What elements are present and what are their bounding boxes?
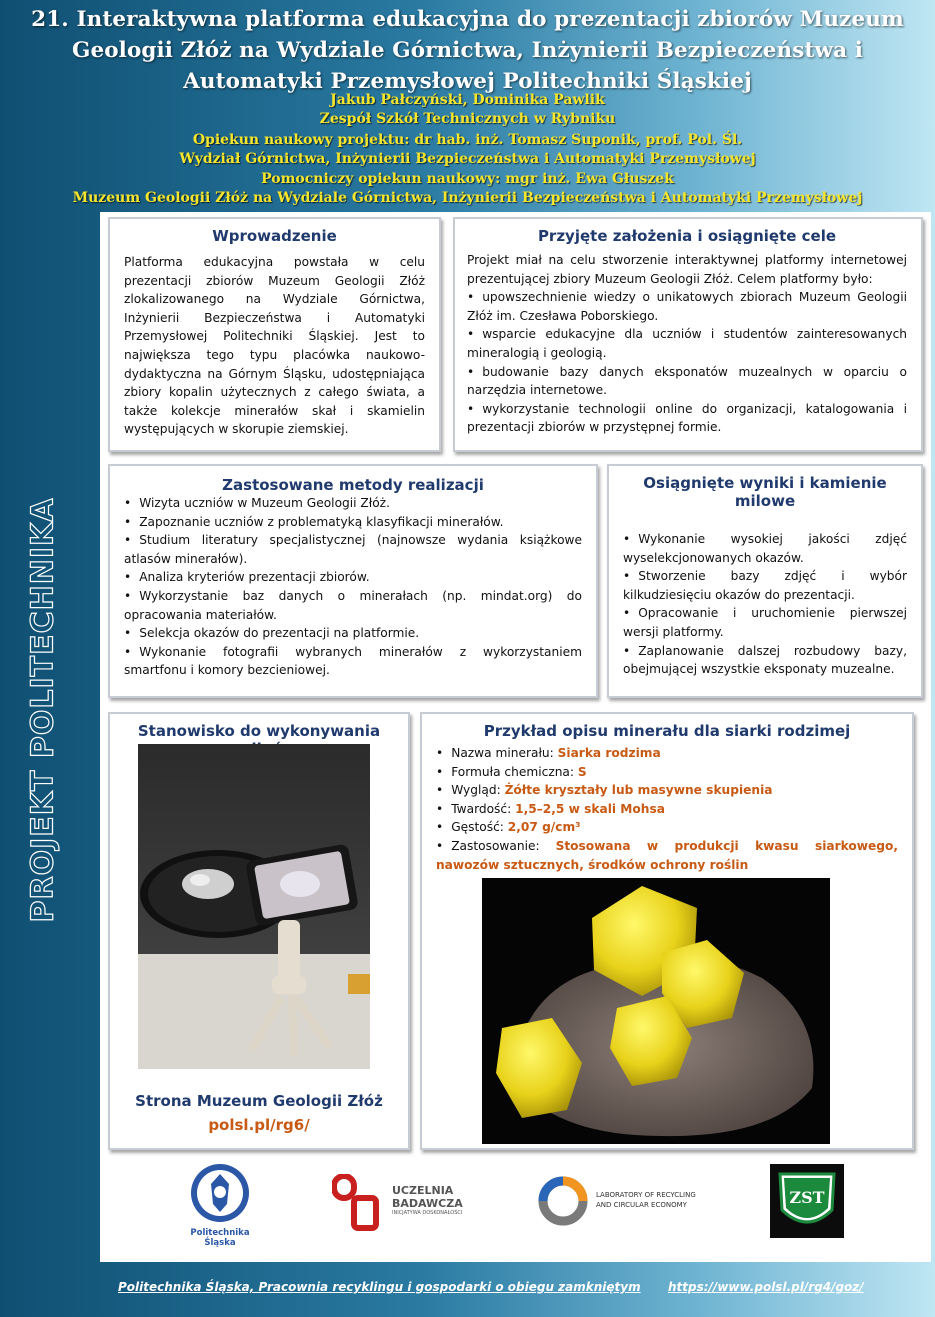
zst-logo-text: ZST — [789, 1188, 825, 1207]
poster-footer — [0, 1262, 935, 1317]
title-line-2: Geologii Złóż na Wydziale Górnictwa, Inżynierii Bezpieczeństwa i — [72, 38, 863, 63]
museum-site-label: Strona Muzeum Geologii Złóż — [135, 1092, 383, 1110]
polsl-emblem-icon — [185, 1162, 255, 1224]
example-list — [436, 744, 898, 874]
research-university-line-1: UCZELNIA — [392, 1184, 454, 1197]
list-item: • wykorzystanie technologii online do organizacji, katalogowania i prezentacji zbiorów w przystępnej formie. — [467, 401, 907, 435]
recycling-lab-line-2: AND CIRCULAR ECONOMY — [596, 1201, 687, 1209]
polsl-logo — [185, 1162, 255, 1248]
list-item: • Opracowanie i uruchomienie pierwszej wersji platformy. — [623, 606, 907, 639]
sulfur-illustration — [482, 878, 830, 1144]
list-item: • Zapoznanie uczniów z problematyką klasyfikacji minerałów. — [124, 514, 504, 529]
list-item: • Stworzenie bazy zdjęć i wybór kilkudziesięciu okazów do prezentacji. — [623, 569, 907, 602]
authors: Jakub Pałczyński, Dominika Pawlik — [330, 92, 605, 108]
list-item: • Studium literatury specjalistycznej (najnowsze wydania książkowe atlasów minerałów). — [124, 533, 582, 566]
station-heading: Stanowisko do wykonywania — [137, 722, 381, 740]
list-item: • Twardość: 1,5–2,5 w skali Mohsa — [436, 801, 665, 816]
sidebar-project-label — [18, 470, 68, 950]
list-item: • upowszechnienie wiedzy o unikatowych zbiorach Muzeum Geologii Złóż im. Czesława Poborskiego. — [467, 290, 907, 323]
list-item: • Wykonanie fotografii wybranych minerałów z wykorzystaniem smartfonu i komory bezcieniowej. — [124, 644, 582, 678]
intro-heading: Wprowadzenie — [212, 227, 337, 245]
list-item: • Wykonanie wysokiej jakości zdjęć wyselekcjonowanych okazów. — [623, 532, 907, 565]
methods-list — [124, 494, 582, 680]
list-item: • Selekcja okazów do prezentacji na platformie. — [124, 626, 420, 641]
list-item: • Wykorzystanie baz danych o minerałach (np. mindat.org) do opracowania materiałów. — [124, 588, 582, 622]
results-list — [623, 530, 907, 679]
school: Zespół Szkół Technicznych w Rybniku — [319, 111, 616, 127]
supervisor: Opiekun naukowy projektu: dr hab. inż. Tomasz Suponik, prof. Pol. Śl. — [192, 132, 743, 148]
goals-box — [453, 217, 923, 452]
goals-intro: Projekt miał na celu stworzenie interaktywnej platformy internetowej prezentującej zbiory Muzeum Geologii Złóż. Celem platformy było: — [467, 253, 907, 286]
title-line-1: 21. Interaktywna platforma edukacyjna do prezentacji zbiorów Muzeum — [31, 7, 904, 32]
list-item: • budowanie bazy danych eksponatów muzealnych w oparciu o narzędzia internetowe. — [467, 364, 907, 398]
recycling-lab-icon — [538, 1176, 588, 1226]
results-box — [607, 464, 923, 698]
results-heading: Osiągnięte wyniki i kamienie milowe — [643, 474, 887, 510]
content-area — [100, 212, 931, 1262]
list-item: • Formuła chemiczna: S — [436, 764, 587, 779]
research-university-logo — [332, 1174, 462, 1232]
museum-site-link[interactable]: polsl.pl/rg6/ — [208, 1116, 310, 1134]
title-line-3: Automatyki Przemysłowej Politechniki Śląskiej — [183, 69, 752, 94]
example-heading: Przykład opisu minerału dla siarki rodzimej — [483, 722, 851, 740]
photo-station-image — [138, 744, 370, 1069]
intro-text: Platforma edukacyjna powstała w celu prezentacji zbiorów Muzeum Geologii Złóż zlokalizowanego na Wydziale Górnictwa, Inżynierii Bezpieczeństwa i Automatyki Przemysłowej Politechniki Śląskiej. Jest to największa tego typu placówka naukowo-dydaktyczna na Górnym Śląsku, udostępniająca zbiory kopalin użytecznych z całego świata, a także kolekcje minerałów skał i skamielin występujących w skorupie ziemskiej. — [124, 255, 425, 437]
photo-station-illustration — [138, 744, 370, 1069]
footer-institution: Politechnika Śląska, Pracownia recyklingu i gospodarki o obiegu zamkniętym — [118, 1280, 641, 1294]
example-box — [420, 712, 914, 1150]
goals-list — [467, 288, 907, 437]
museum-name: Muzeum Geologii Złóż na Wydziale Górnictwa, Inżynierii Bezpieczeństwa i Automatyki Przemysłowej — [72, 190, 863, 206]
recycling-lab-logo — [538, 1176, 698, 1226]
footer-url[interactable]: https://www.polsl.pl/rg4/goz/ — [668, 1280, 864, 1294]
list-item: • Wizyta uczniów w Muzeum Geologii Złóż. — [124, 496, 390, 510]
poster-title — [10, 4, 925, 97]
goals-heading: Przyjęte założenia i osiągnięte cele — [537, 227, 837, 245]
list-item: • Nazwa minerału: Siarka rodzima — [436, 746, 661, 760]
sidebar-project-text: PROJEKT POLITECHNIKA — [25, 497, 61, 923]
list-item: • Wygląd: Żółte kryształy lub masywne skupienia — [436, 783, 773, 798]
recycling-lab-line-1: LABORATORY OF RECYCLING — [596, 1191, 696, 1199]
assistant-supervisor: Pomocniczy opiekun naukowy: mgr inż. Ewa Głuszek — [261, 171, 674, 187]
list-item: • Zastosowanie: Stosowana w produkcji kwasu siarkowego, nawozów sztucznych, środków ochrony roślin — [436, 838, 899, 872]
faculty: Wydział Górnictwa, Inżynierii Bezpieczeństwa i Automatyki Przemysłowej — [179, 151, 756, 167]
research-university-line-2: BADAWCZA — [392, 1197, 463, 1210]
list-item: • Analiza kryteriów prezentacji zbiorów. — [124, 570, 370, 585]
polsl-logo-text: Politechnika Śląska — [190, 1228, 250, 1248]
station-box — [108, 712, 410, 1150]
sulfur-image — [482, 878, 830, 1144]
methods-box — [108, 464, 598, 698]
research-university-line-3: INICJATYWA DOSKONAŁOŚCI — [392, 1210, 463, 1216]
research-university-text — [392, 1184, 463, 1217]
museum-site-block — [110, 1092, 408, 1134]
zst-logo — [770, 1164, 844, 1238]
research-university-icon — [332, 1174, 380, 1232]
methods-heading: Zastosowane metody realizacji — [222, 476, 484, 494]
list-item: • Gęstość: 2,07 g/cm³ — [436, 820, 581, 835]
list-item: • wsparcie edukacyjne dla uczniów i studentów zainteresowanych mineralogią i geologią. — [467, 327, 907, 360]
recycling-lab-text — [596, 1190, 696, 1210]
intro-box — [108, 217, 441, 452]
poster-header — [0, 0, 935, 212]
list-item: • Zaplanowanie dalszej rozbudowy bazy, obejmującej wszystkie eksponaty muzealne. — [623, 643, 907, 677]
